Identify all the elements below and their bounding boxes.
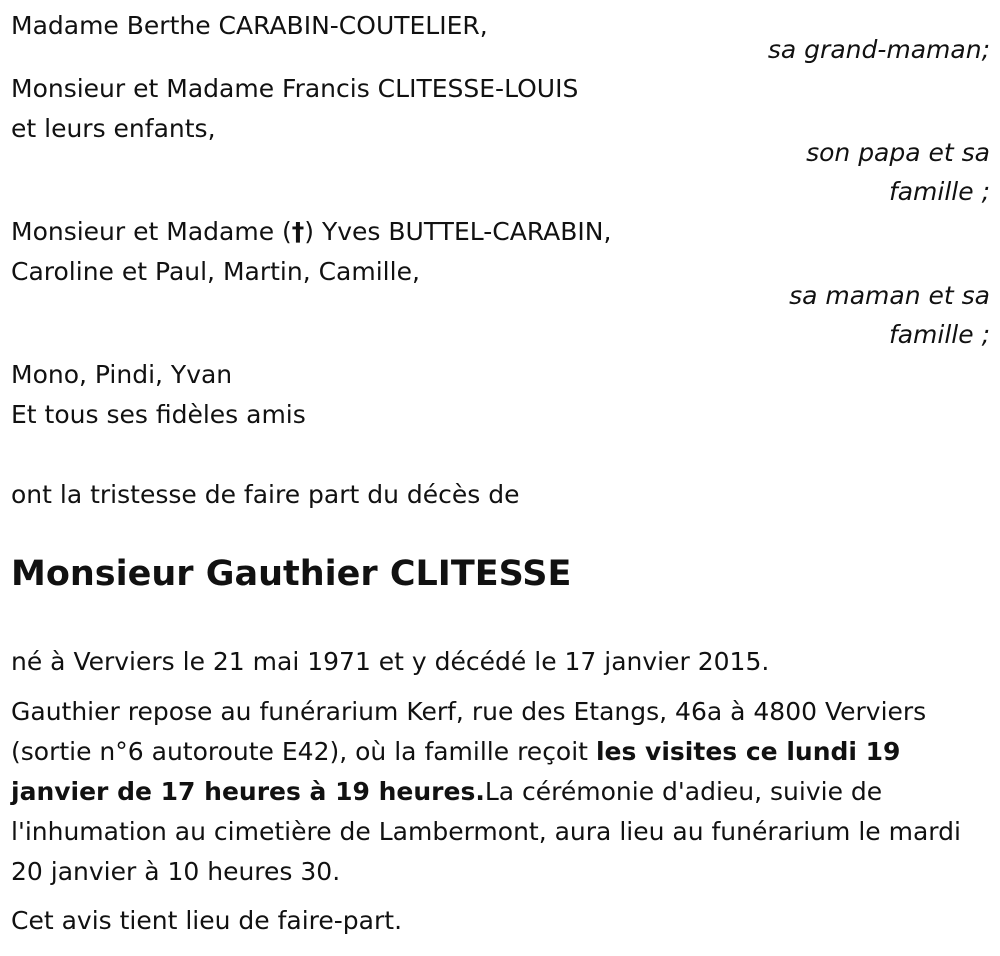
deceased-name: Monsieur Gauthier CLITESSE xyxy=(11,554,572,594)
mother-name xyxy=(11,212,611,252)
mother-prefix: Monsieur et Madame ( xyxy=(11,217,292,246)
birth-death: né à Verviers le 21 mai 1971 et y décédé le 17 janvier 2015. xyxy=(11,647,770,676)
grandmother-role: sa grand-maman; xyxy=(767,35,990,64)
father-name: Monsieur et Madame Francis CLITESSE-LOUIS xyxy=(11,74,579,103)
announcement: ont la tristesse de faire part du décès de xyxy=(11,480,520,509)
friends-line-2: Et tous ses fidèles amis xyxy=(11,400,306,429)
closing-note: Cet avis tient lieu de faire-part. xyxy=(11,906,403,935)
mother-role-line-1: sa maman et sa xyxy=(789,281,990,310)
friends-line-1: Mono, Pindi, Yvan xyxy=(11,360,233,389)
cross-icon: † xyxy=(291,217,305,246)
mother-suffix: ) Yves BUTTEL-CARABIN, xyxy=(304,217,612,246)
details-text-2: La cérémonie d'adieu, suivie de l'inhumation au cimetière de Lambermont, aura lieu au funérarium le mardi 20 janvier à 10 heures 30. xyxy=(11,777,961,886)
father-role-line-1: son papa et sa xyxy=(806,138,990,167)
father-role-line-2: famille ; xyxy=(888,177,990,206)
details-paragraph xyxy=(11,692,996,892)
mother-role-line-2: famille ; xyxy=(888,320,990,349)
mother-children: Caroline et Paul, Martin, Camille, xyxy=(11,257,420,286)
visits-highlight: les visites ce lundi 19 janvier de 17 heures à 19 heures. xyxy=(11,737,901,806)
father-children: et leurs enfants, xyxy=(11,114,216,143)
details-text-1: Gauthier repose au funérarium Kerf, rue des Etangs, 46a à 4800 Verviers (sortie n°6 autoroute E42), où la famille reçoit xyxy=(11,697,927,766)
grandmother-name: Madame Berthe CARABIN-COUTELIER, xyxy=(11,11,488,40)
